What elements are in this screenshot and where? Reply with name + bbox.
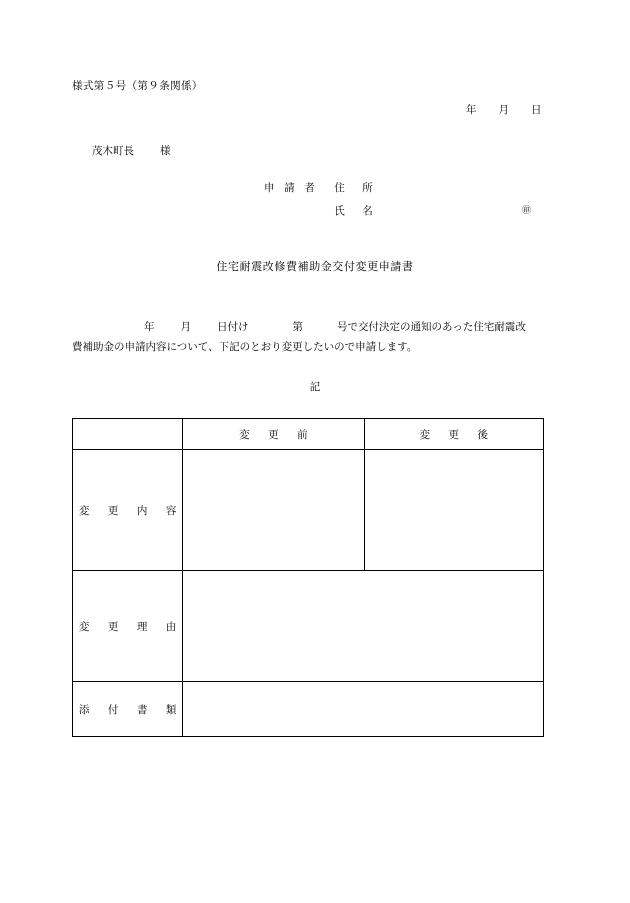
date-year: 年: [466, 105, 477, 116]
date-line: [466, 102, 542, 117]
addressee-honorific: 様: [160, 146, 171, 157]
table-row: [73, 571, 544, 682]
date-month: 月: [498, 105, 509, 116]
body-no-prefix: 第: [292, 322, 303, 333]
seal-mark: ㊞: [522, 205, 532, 215]
applicant-name-label: 氏 名: [334, 206, 377, 217]
addressee: [92, 143, 171, 158]
applicant-name-row: [264, 203, 532, 218]
change-application-table: [72, 418, 544, 737]
cell-attachments[interactable]: [183, 682, 544, 737]
cell-change-reason[interactable]: [183, 571, 544, 682]
column-header-before: 変 更 前: [183, 419, 364, 450]
date-day: 日: [531, 105, 542, 116]
column-header-after: 変 更 後: [364, 419, 543, 450]
body-no-suffix: 号で交付決定の通知のあった住宅耐震改: [337, 322, 526, 333]
applicant-address-label: 住 所: [334, 183, 377, 194]
applicant-block: [264, 180, 532, 226]
row-header-change-reason: 変 更 理 由: [73, 571, 183, 682]
body-year: 年: [144, 322, 155, 333]
body-text: [72, 318, 562, 359]
body-line2: 費補助金の申請内容について、下記のとおり変更したいので申請します。: [72, 342, 418, 354]
body-dayof: 日付け: [217, 322, 249, 333]
table-corner-cell: [73, 419, 183, 450]
ki-marker: 記: [309, 382, 321, 393]
row-header-attachments: 添 付 書 類: [73, 682, 183, 737]
cell-change-after[interactable]: [364, 450, 543, 571]
cell-change-before[interactable]: [183, 450, 364, 571]
table-header-row: [73, 419, 544, 450]
addressee-name: 茂木町長: [92, 146, 134, 157]
row-header-change-content: 変 更 内 容: [73, 450, 183, 571]
table-row: [73, 682, 544, 737]
body-month: 月: [180, 322, 191, 333]
page-title: 住宅耐震改修費補助金交付変更申請書: [216, 261, 414, 273]
applicant-address-row: [264, 180, 376, 195]
form-number: 様式第５号（第９条関係）: [72, 81, 203, 92]
table-row: [73, 450, 544, 571]
applicant-label: 申 請 者: [264, 183, 319, 194]
